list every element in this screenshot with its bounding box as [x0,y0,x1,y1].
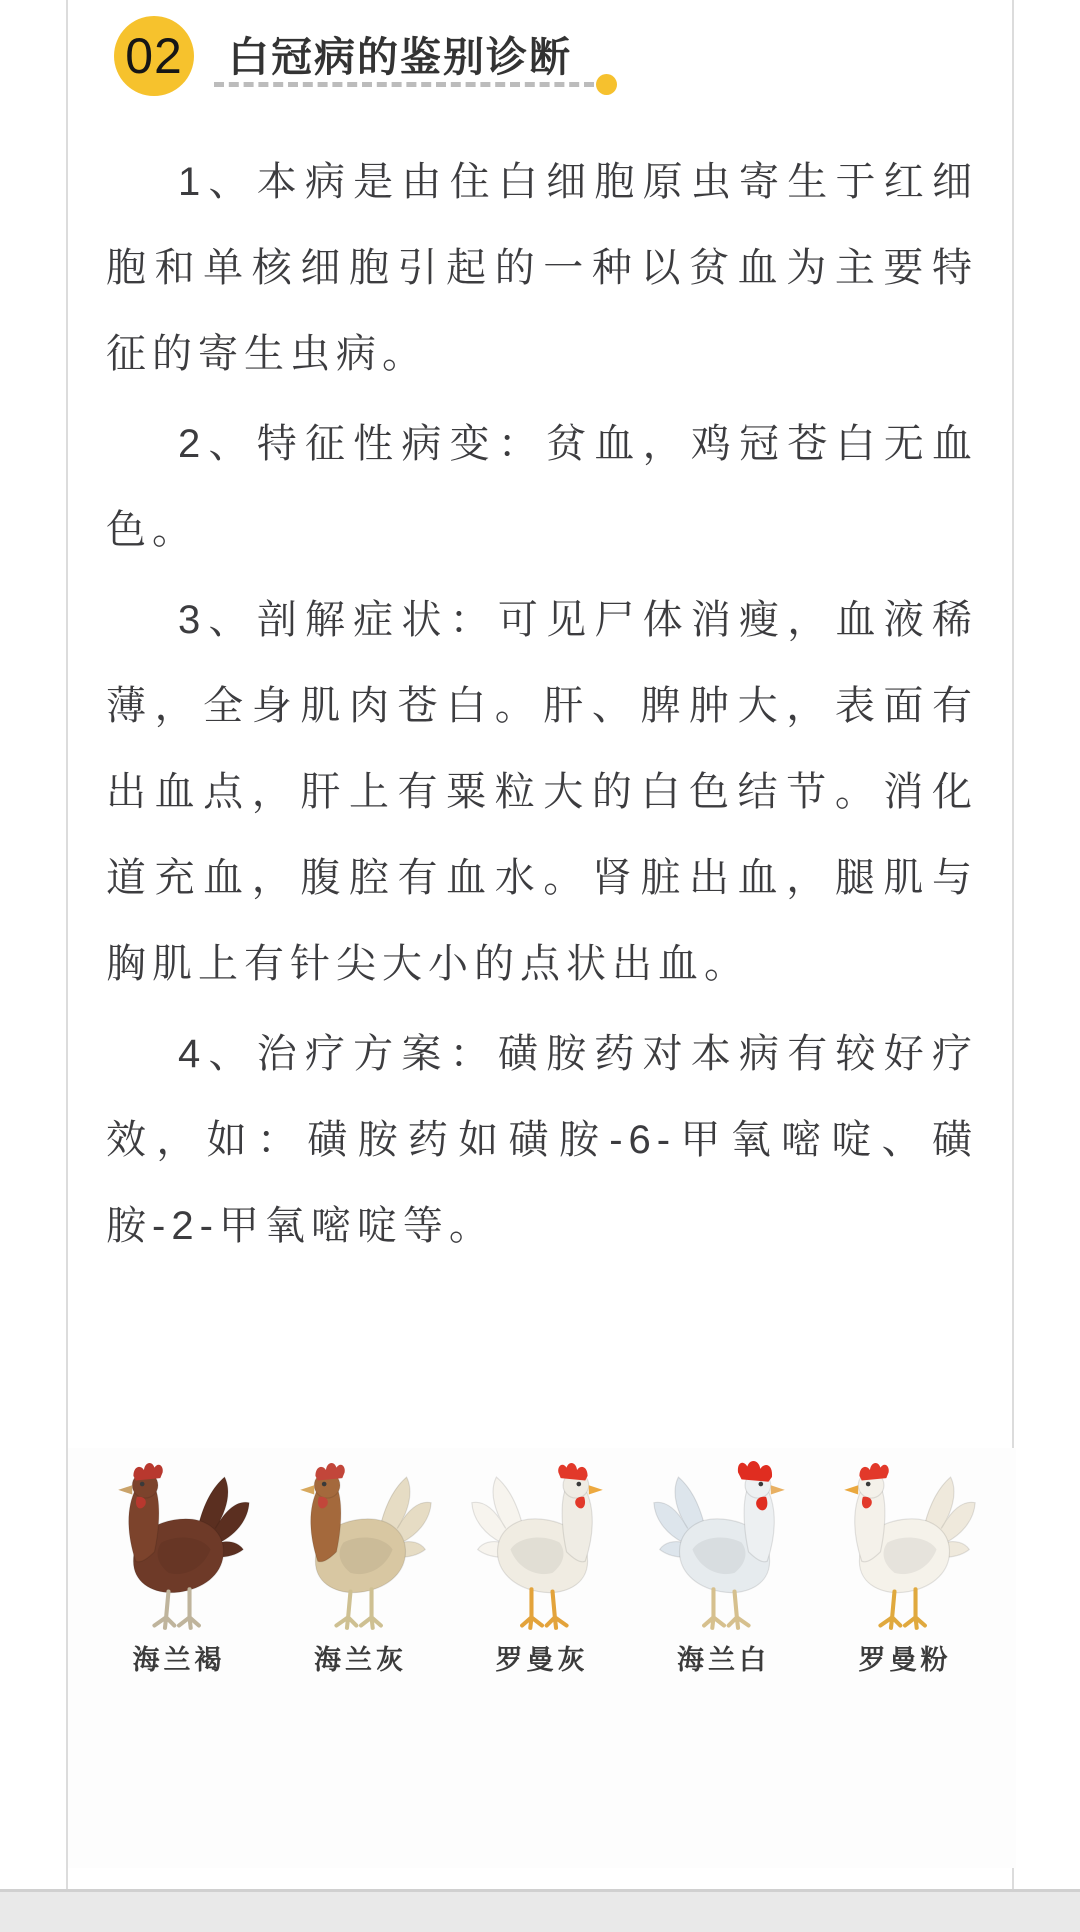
beak-shape [844,1485,858,1494]
chicken-illustration [648,1458,800,1634]
section-number: 02 [125,28,183,84]
content-card [66,0,1014,1889]
beak-shape [589,1485,603,1494]
chicken-figure [643,1458,805,1868]
chicken-breed-label: 海兰灰 [314,1645,407,1675]
title-underline-dot-icon [596,74,617,95]
chicken-illustration [285,1458,437,1634]
beak-shape [118,1485,132,1494]
chicken-illustration [466,1458,618,1634]
chicken-figure [824,1458,986,1868]
chicken-figure [98,1458,260,1868]
neck-head-shape [855,1472,885,1561]
chicken-breed-label: 罗曼粉 [858,1645,952,1675]
chicken-breeds-image [68,1448,1016,1868]
title-underline [214,82,594,87]
neck-head-shape [129,1472,159,1561]
article-body [106,139,978,1273]
section-title: 白冠病的鉴别诊断 [228,34,572,80]
eye-shape [321,1482,326,1487]
paragraph-1: 1、本病是由住白细胞原虫寄生于红细胞和单核细胞引起的一种以贫血为主要特征的寄生虫病。 [106,160,978,376]
section-number-badge [114,16,194,96]
chicken-illustration [829,1458,981,1634]
beak-shape [770,1485,784,1494]
chicken-figure [461,1458,623,1868]
eye-shape [140,1482,145,1487]
legs-shape [704,1589,748,1628]
eye-shape [866,1482,871,1487]
eye-shape [576,1482,581,1487]
paragraph-3: 3、剖解症状：可见尸体消瘦，血液稀薄，全身肌肉苍白。肝、脾肿大，表面有出血点，肝上有粟粒大的白色结节。消化道充血，腹腔有血水。肾脏出血，腿肌与胸肌上有针尖大小的点状出血。 [106,598,978,986]
neck-head-shape [310,1472,340,1561]
chicken-figure [280,1458,442,1868]
neck-head-shape [744,1472,774,1561]
legs-shape [880,1589,924,1628]
beak-shape [300,1485,314,1494]
neck-head-shape [562,1472,592,1561]
paragraph-2: 2、特征性病变：贫血，鸡冠苍白无血色。 [106,422,978,552]
chicken-breed-label: 罗曼灰 [495,1645,589,1675]
legs-shape [522,1589,566,1628]
chicken-illustration [103,1458,255,1634]
page-footer-background [0,1889,1080,1932]
chicken-breed-label: 海兰白 [677,1645,770,1675]
chicken-breed-label: 海兰褐 [132,1645,226,1675]
legs-shape [154,1589,198,1628]
paragraph-4: 4、治疗方案：磺胺药对本病有较好疗效，如：磺胺药如磺胺-6-甲氧嘧啶、磺胺-2-甲氧嘧啶等。 [106,1032,978,1248]
legs-shape [336,1589,380,1628]
